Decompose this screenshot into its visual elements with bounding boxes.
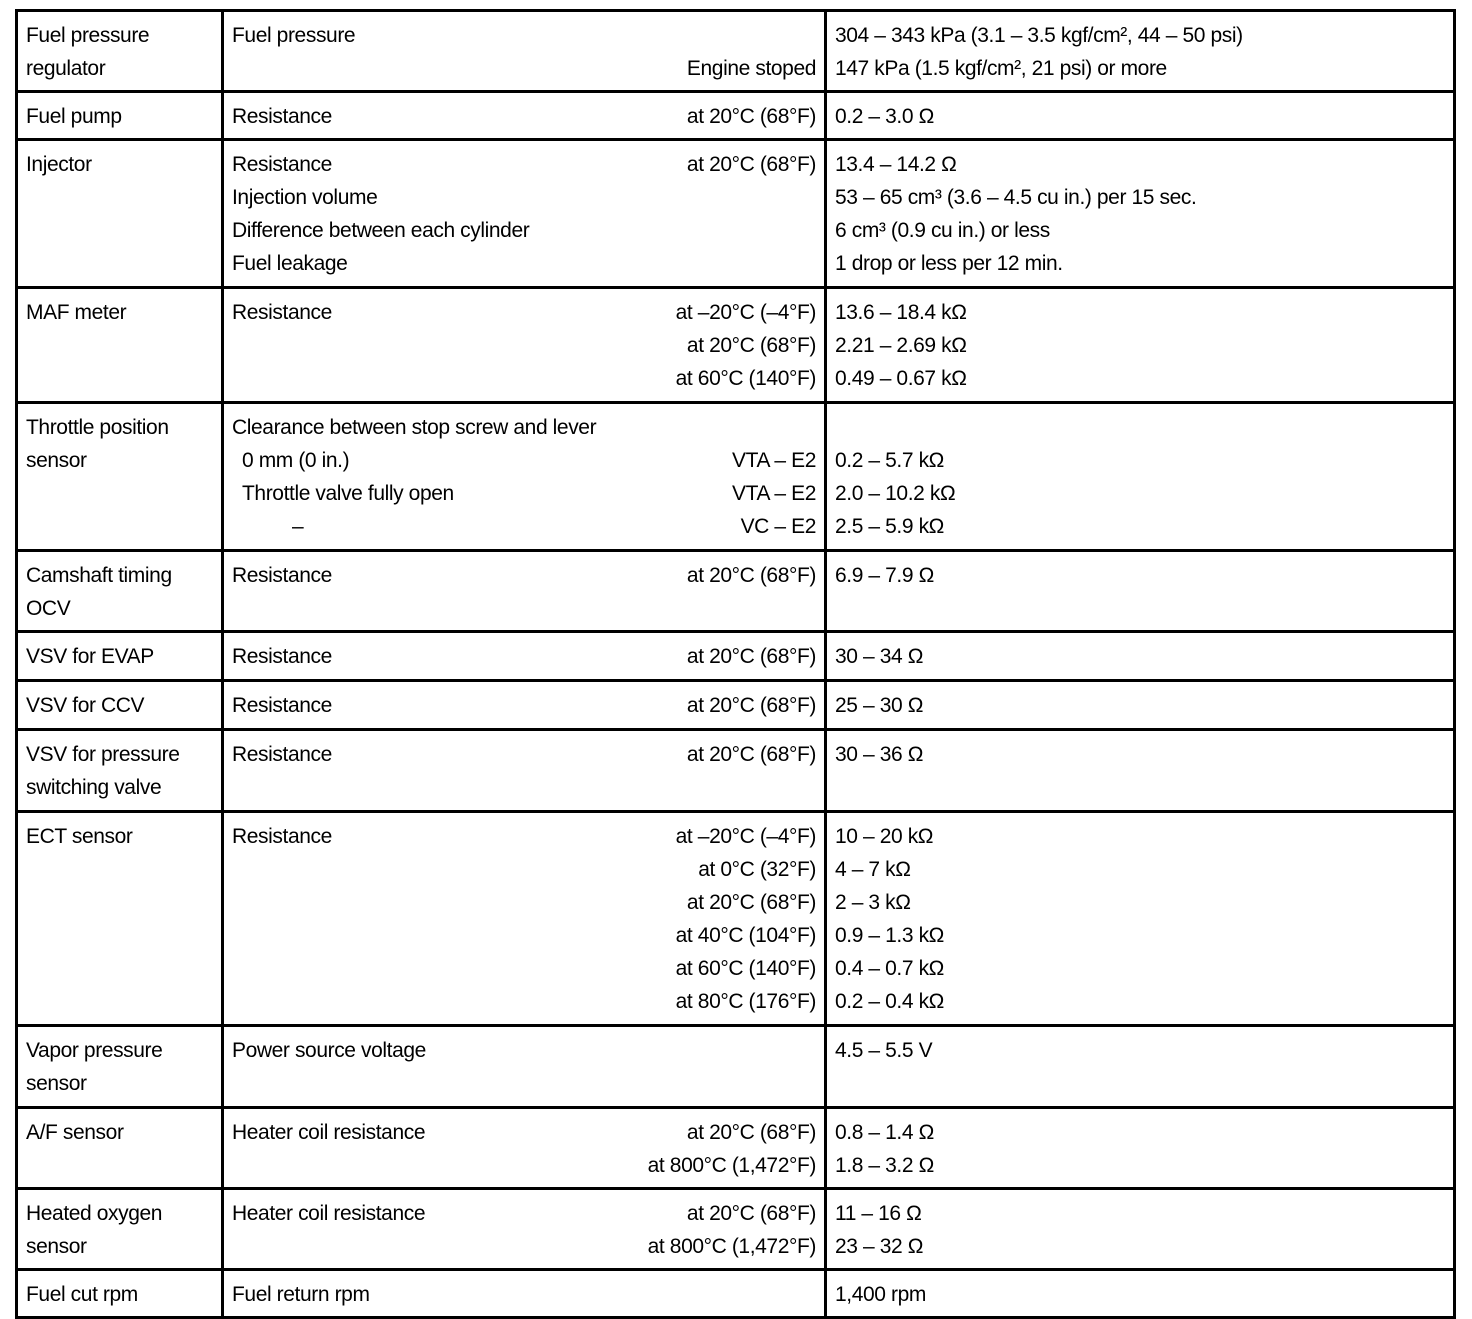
- specification-cell: [826, 288, 1455, 403]
- component-cell: [17, 1026, 223, 1108]
- specification-value: 10 – 20 kΩ: [835, 825, 934, 848]
- specification-value: [835, 771, 1445, 804]
- component-name-line: A/F sensor: [26, 1121, 124, 1144]
- specification-value: 53 – 65 cm³ (3.6 – 4.5 cu in.) per 15 sec.: [835, 186, 1197, 209]
- table-row: [17, 730, 1455, 812]
- check-item-label: 0 mm (0 in.): [242, 449, 350, 472]
- test-condition: at 20°C (68°F): [686, 645, 816, 668]
- test-condition: at 0°C (32°F): [698, 858, 816, 881]
- component-cell: [17, 730, 223, 812]
- specification-cell: [826, 551, 1455, 632]
- specification-value: 304 – 343 kPa (3.1 – 3.5 kgf/cm², 44 – 50 psi): [835, 24, 1243, 47]
- specification-value: 0.2 – 3.0 Ω: [835, 105, 934, 128]
- check-item-label: Resistance: [232, 153, 332, 176]
- specification-table: [15, 9, 1456, 1319]
- check-item-cell: [223, 1270, 826, 1318]
- component-name-line: Throttle position: [26, 416, 169, 439]
- table-row: [17, 1026, 1455, 1108]
- specification-value: 1,400 rpm: [835, 1283, 926, 1306]
- component-name-line: Injector: [26, 153, 92, 176]
- check-item-line: [232, 1034, 816, 1067]
- specification-value: 147 kPa (1.5 kgf/cm², 21 psi) or more: [835, 57, 1167, 80]
- check-item-label: Resistance: [232, 105, 332, 128]
- specification-table-body: [17, 11, 1455, 1318]
- test-condition: at 800°C (1,472°F): [647, 1154, 816, 1177]
- table-row: [17, 140, 1455, 288]
- specification-value: 0.49 – 0.67 kΩ: [835, 367, 967, 390]
- component-name-line: Fuel cut rpm: [26, 1283, 138, 1306]
- component-cell: [17, 1270, 223, 1318]
- specification-value: 0.9 – 1.3 kΩ: [835, 924, 944, 947]
- specification-value: 1 drop or less per 12 min.: [835, 252, 1063, 275]
- component-name-line: switching valve: [26, 776, 162, 799]
- check-item-cell: [223, 1189, 826, 1270]
- table-row: [17, 11, 1455, 92]
- specification-value: 2.0 – 10.2 kΩ: [835, 482, 956, 505]
- check-item-line: [232, 52, 816, 85]
- test-condition: at 20°C (68°F): [686, 105, 816, 128]
- check-item-cell: [223, 288, 826, 403]
- component-name-line: sensor: [26, 449, 87, 472]
- check-item-line: [232, 411, 816, 444]
- component-cell: [17, 632, 223, 681]
- specification-value: 30 – 34 Ω: [835, 645, 923, 668]
- check-item-line: [232, 329, 816, 362]
- check-item-label: Resistance: [232, 564, 332, 587]
- specification-value: 13.4 – 14.2 Ω: [835, 153, 957, 176]
- check-item-cell: [223, 551, 826, 632]
- specification-cell: [826, 1108, 1455, 1189]
- table-row: [17, 551, 1455, 632]
- check-item-label: Fuel leakage: [232, 252, 348, 275]
- test-condition: VTA – E2: [732, 482, 816, 505]
- component-name-line: Vapor pressure: [26, 1039, 163, 1062]
- specification-value: 30 – 36 Ω: [835, 743, 923, 766]
- specification-value: 4 – 7 kΩ: [835, 858, 911, 881]
- test-condition: at 20°C (68°F): [686, 564, 816, 587]
- check-item-line: [232, 19, 816, 52]
- specification-cell: [826, 681, 1455, 730]
- component-cell: [17, 681, 223, 730]
- component-cell: [17, 1189, 223, 1270]
- check-item-cell: [223, 632, 826, 681]
- check-item-label: Throttle valve fully open: [242, 482, 454, 505]
- table-row: [17, 681, 1455, 730]
- check-item-line: [232, 640, 816, 673]
- component-cell: [17, 11, 223, 92]
- specification-value: [835, 1067, 1445, 1100]
- check-item-label: Heater coil resistance: [232, 1121, 426, 1144]
- table-row: [17, 92, 1455, 140]
- specification-cell: [826, 1189, 1455, 1270]
- check-item-line: [232, 559, 816, 592]
- test-condition: at 20°C (68°F): [686, 891, 816, 914]
- specification-value: 11 – 16 Ω: [835, 1202, 922, 1225]
- component-cell: [17, 403, 223, 551]
- test-condition: at 800°C (1,472°F): [647, 1235, 816, 1258]
- component-name-line: Heated oxygen: [26, 1202, 163, 1225]
- table-row: [17, 288, 1455, 403]
- check-item-cell: [223, 140, 826, 288]
- check-item-line: [232, 247, 816, 280]
- specification-value: 23 – 32 Ω: [835, 1235, 923, 1258]
- check-item-label: –: [292, 515, 304, 538]
- check-item-label: Power source voltage: [232, 1039, 426, 1062]
- component-name-line: OCV: [26, 597, 71, 620]
- component-cell: [17, 92, 223, 140]
- specification-value: [835, 411, 1445, 444]
- specification-value: 2 – 3 kΩ: [835, 891, 911, 914]
- table-row: [17, 1108, 1455, 1189]
- check-item-cell: [223, 681, 826, 730]
- specification-value: [835, 592, 1445, 625]
- check-item-line: [232, 886, 816, 919]
- check-item-label: Clearance between stop screw and lever: [232, 416, 597, 439]
- specification-value: 1.8 – 3.2 Ω: [835, 1154, 934, 1177]
- check-item-label: Heater coil resistance: [232, 1202, 426, 1225]
- test-condition: VC – E2: [740, 515, 816, 538]
- test-condition: at –20°C (–4°F): [675, 825, 816, 848]
- test-condition: at 60°C (140°F): [675, 367, 816, 390]
- test-condition: at 20°C (68°F): [686, 153, 816, 176]
- specification-value: 6.9 – 7.9 Ω: [835, 564, 934, 587]
- component-cell: [17, 812, 223, 1026]
- component-name-line: sensor: [26, 1072, 87, 1095]
- component-name-line: regulator: [26, 57, 106, 80]
- check-item-label: Resistance: [232, 825, 332, 848]
- table-row: [17, 403, 1455, 551]
- test-condition: at 20°C (68°F): [686, 1202, 816, 1225]
- specification-cell: [826, 92, 1455, 140]
- check-item-cell: [223, 92, 826, 140]
- check-item-line: [232, 296, 816, 329]
- test-condition: at 20°C (68°F): [686, 743, 816, 766]
- check-item-cell: [223, 730, 826, 812]
- specification-value: 0.2 – 0.4 kΩ: [835, 990, 944, 1013]
- specification-value: 0.8 – 1.4 Ω: [835, 1121, 934, 1144]
- table-row: [17, 1189, 1455, 1270]
- check-item-line: [232, 1278, 816, 1311]
- check-item-label: Resistance: [232, 645, 332, 668]
- check-item-line: [232, 771, 816, 804]
- component-cell: [17, 551, 223, 632]
- test-condition: at 40°C (104°F): [675, 924, 816, 947]
- test-condition: VTA – E2: [732, 449, 816, 472]
- specification-value: 0.2 – 5.7 kΩ: [835, 449, 944, 472]
- check-item-line: [232, 689, 816, 722]
- check-item-cell: [223, 1026, 826, 1108]
- component-name-line: VSV for CCV: [26, 694, 145, 717]
- table-row: [17, 1270, 1455, 1318]
- specification-cell: [826, 403, 1455, 551]
- check-item-line: [232, 477, 816, 510]
- specification-cell: [826, 812, 1455, 1026]
- specification-value: 6 cm³ (0.9 cu in.) or less: [835, 219, 1050, 242]
- component-name-line: ECT sensor: [26, 825, 133, 848]
- test-condition: at 80°C (176°F): [675, 990, 816, 1013]
- test-condition: Engine stoped: [686, 57, 816, 80]
- check-item-label: Difference between each cylinder: [232, 219, 530, 242]
- check-item-cell: [223, 812, 826, 1026]
- component-name-line: sensor: [26, 1235, 87, 1258]
- check-item-line: [232, 820, 816, 853]
- check-item-line: [232, 919, 816, 952]
- specification-value: 0.4 – 0.7 kΩ: [835, 957, 944, 980]
- specification-value: 4.5 – 5.5 V: [835, 1039, 933, 1062]
- check-item-line: [232, 1149, 816, 1182]
- check-item-cell: [223, 1108, 826, 1189]
- component-cell: [17, 288, 223, 403]
- specification-value: 25 – 30 Ω: [835, 694, 923, 717]
- specification-cell: [826, 1270, 1455, 1318]
- specification-cell: [826, 1026, 1455, 1108]
- check-item-line: [232, 362, 816, 395]
- check-item-line: [232, 1230, 816, 1263]
- specification-cell: [826, 140, 1455, 288]
- table-row: [17, 812, 1455, 1026]
- component-name-line: Fuel pressure: [26, 24, 150, 47]
- component-name-line: Camshaft timing: [26, 564, 172, 587]
- check-item-label: Injection volume: [232, 186, 378, 209]
- check-item-label: Resistance: [232, 694, 332, 717]
- component-name-line: MAF meter: [26, 301, 127, 324]
- check-item-label: Resistance: [232, 743, 332, 766]
- check-item-label: Fuel return rpm: [232, 1283, 370, 1306]
- test-condition: at –20°C (–4°F): [675, 301, 816, 324]
- test-condition: at 60°C (140°F): [675, 957, 816, 980]
- component-name-line: VSV for pressure: [26, 743, 180, 766]
- check-item-line: [232, 181, 816, 214]
- check-item-label: Fuel pressure: [232, 24, 356, 47]
- component-cell: [17, 140, 223, 288]
- check-item-line: [232, 738, 816, 771]
- table-row: [17, 632, 1455, 681]
- component-name-line: VSV for EVAP: [26, 645, 154, 668]
- specification-value: 13.6 – 18.4 kΩ: [835, 301, 967, 324]
- check-item-line: [232, 1197, 816, 1230]
- test-condition: at 20°C (68°F): [686, 694, 816, 717]
- check-item-line: [232, 148, 816, 181]
- check-item-line: [232, 952, 816, 985]
- check-item-line: [232, 592, 816, 625]
- check-item-line: [232, 100, 816, 133]
- check-item-cell: [223, 11, 826, 92]
- test-condition: at 20°C (68°F): [686, 1121, 816, 1144]
- test-condition: at 20°C (68°F): [686, 334, 816, 357]
- specification-value: 2.5 – 5.9 kΩ: [835, 515, 944, 538]
- check-item-line: [232, 1116, 816, 1149]
- check-item-line: [232, 985, 816, 1018]
- component-name-line: Fuel pump: [26, 105, 122, 128]
- specification-cell: [826, 11, 1455, 92]
- specification-cell: [826, 632, 1455, 681]
- component-cell: [17, 1108, 223, 1189]
- check-item-line: [232, 444, 816, 477]
- check-item-line: [232, 853, 816, 886]
- check-item-line: [232, 1067, 816, 1100]
- specification-cell: [826, 730, 1455, 812]
- check-item-line: [232, 214, 816, 247]
- specification-value: 2.21 – 2.69 kΩ: [835, 334, 967, 357]
- check-item-label: Resistance: [232, 301, 332, 324]
- check-item-line: [232, 510, 816, 543]
- check-item-cell: [223, 403, 826, 551]
